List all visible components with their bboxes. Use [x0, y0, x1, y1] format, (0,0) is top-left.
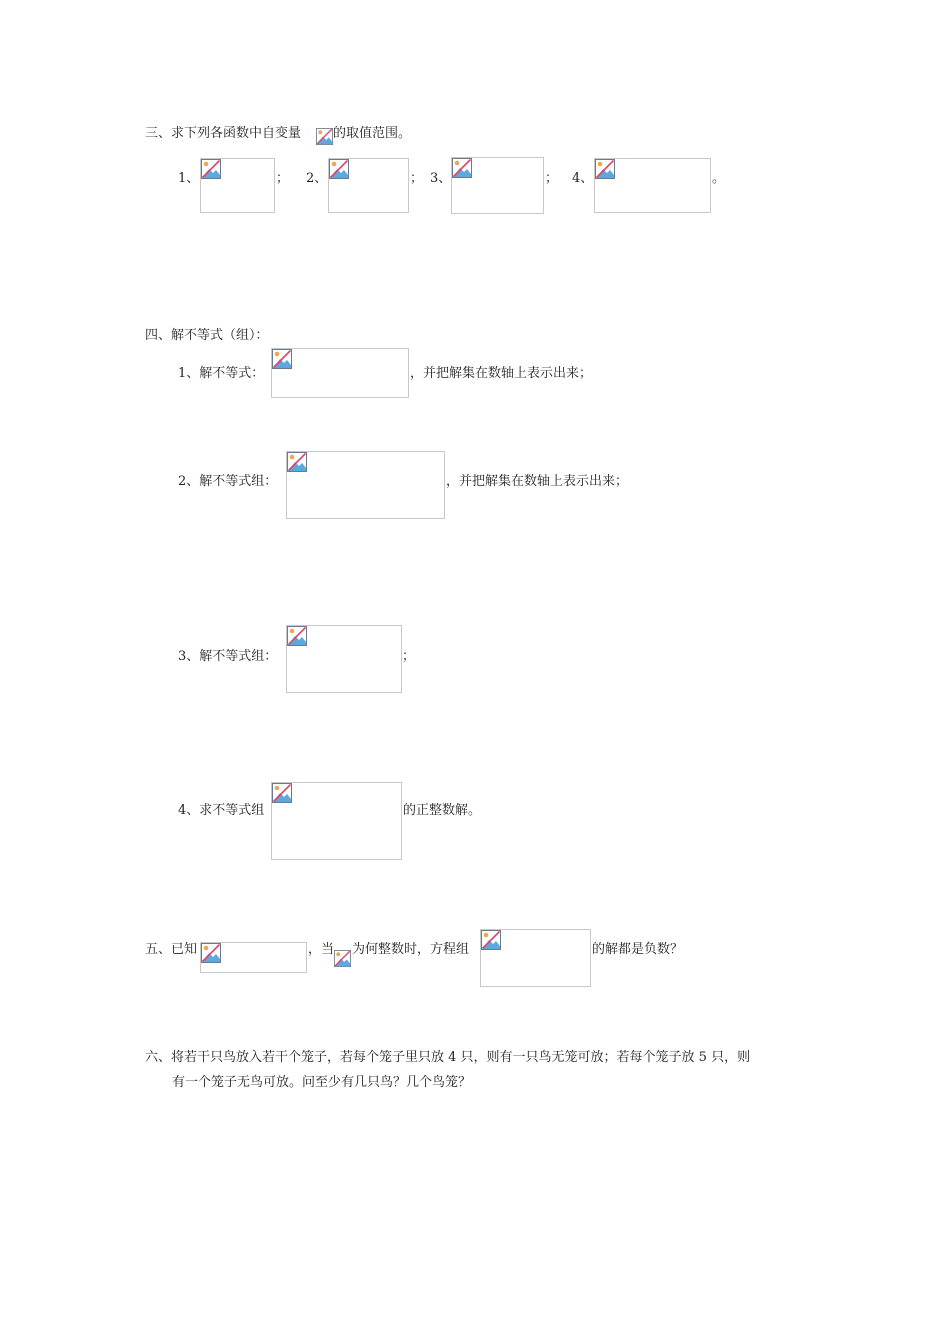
- section4-q1-label: 1、解不等式：: [178, 366, 265, 381]
- broken-image-icon: [287, 452, 307, 472]
- section4-heading: 四、解不等式（组）：: [145, 328, 269, 343]
- section3-item-1-sep: ；: [276, 171, 290, 186]
- section3-item-3-sep: ；: [545, 171, 559, 186]
- section4-q3-tail: ；: [402, 649, 416, 664]
- section4-q4-tail: 的正整数解。: [403, 803, 482, 818]
- section5-mid1: ，当: [308, 942, 335, 957]
- section5-mid2: 为何整数时，方程组: [352, 942, 470, 957]
- section4-q3-label: 3、解不等式组：: [178, 649, 278, 664]
- broken-image-icon: [201, 943, 221, 963]
- broken-image-icon: [272, 783, 292, 803]
- broken-image-icon: [452, 158, 472, 178]
- formula-image-3-3: [451, 157, 544, 214]
- section6-line1: 六、将若干只鸟放入若干个笼子，若每个笼子里只放 4 只，则有一只鸟无笼可放；若每个笼子放 5 只，则: [145, 1050, 751, 1065]
- broken-image-icon: [329, 159, 349, 179]
- section3-heading-suffix: 的取值范围。: [333, 126, 412, 141]
- formula-image-4-1: [271, 348, 409, 398]
- formula-image-3-2: [328, 158, 409, 213]
- section3-item-1-label: 1、: [178, 171, 200, 186]
- section4-q4-label: 4、求不等式组: [178, 803, 265, 818]
- section3-item-3-label: 3、: [430, 171, 452, 186]
- section4-q1-tail: ，并把解集在数轴上表示出来；: [410, 366, 593, 381]
- broken-image-icon: [595, 159, 615, 179]
- section3-item-2-sep: ；: [410, 171, 424, 186]
- section5-prefix: 五、已知: [145, 942, 198, 957]
- broken-image-icon: [201, 159, 221, 179]
- section4-q2-tail: ，并把解集在数轴上表示出来；: [446, 474, 629, 489]
- formula-image-3-1: [200, 158, 275, 213]
- formula-image-variable: [316, 128, 333, 145]
- formula-image-4-2: [286, 451, 445, 519]
- broken-image-icon: [316, 128, 333, 145]
- section3-item-4-label: 4、: [572, 171, 594, 186]
- section4-q2-label: 2、解不等式组：: [178, 474, 278, 489]
- formula-image-4-3: [286, 625, 402, 693]
- section3-item-2-label: 2、: [306, 171, 328, 186]
- section6-line2: 有一个笼子无鸟可放。问至少有几只鸟？几个鸟笼？: [172, 1075, 472, 1090]
- formula-image-3-4: [594, 158, 711, 213]
- formula-image-5-variable: [334, 950, 351, 967]
- broken-image-icon: [334, 950, 351, 967]
- formula-image-4-4: [271, 782, 402, 860]
- broken-image-icon: [272, 349, 292, 369]
- formula-image-5-1: [200, 942, 307, 973]
- broken-image-icon: [481, 930, 501, 950]
- formula-image-5-2: [480, 929, 591, 987]
- broken-image-icon: [287, 626, 307, 646]
- section3-heading-prefix: 三、求下列各函数中自变量: [145, 126, 302, 141]
- section3-item-4-sep: 。: [712, 171, 726, 186]
- section5-suffix: 的解都是负数？: [592, 942, 684, 957]
